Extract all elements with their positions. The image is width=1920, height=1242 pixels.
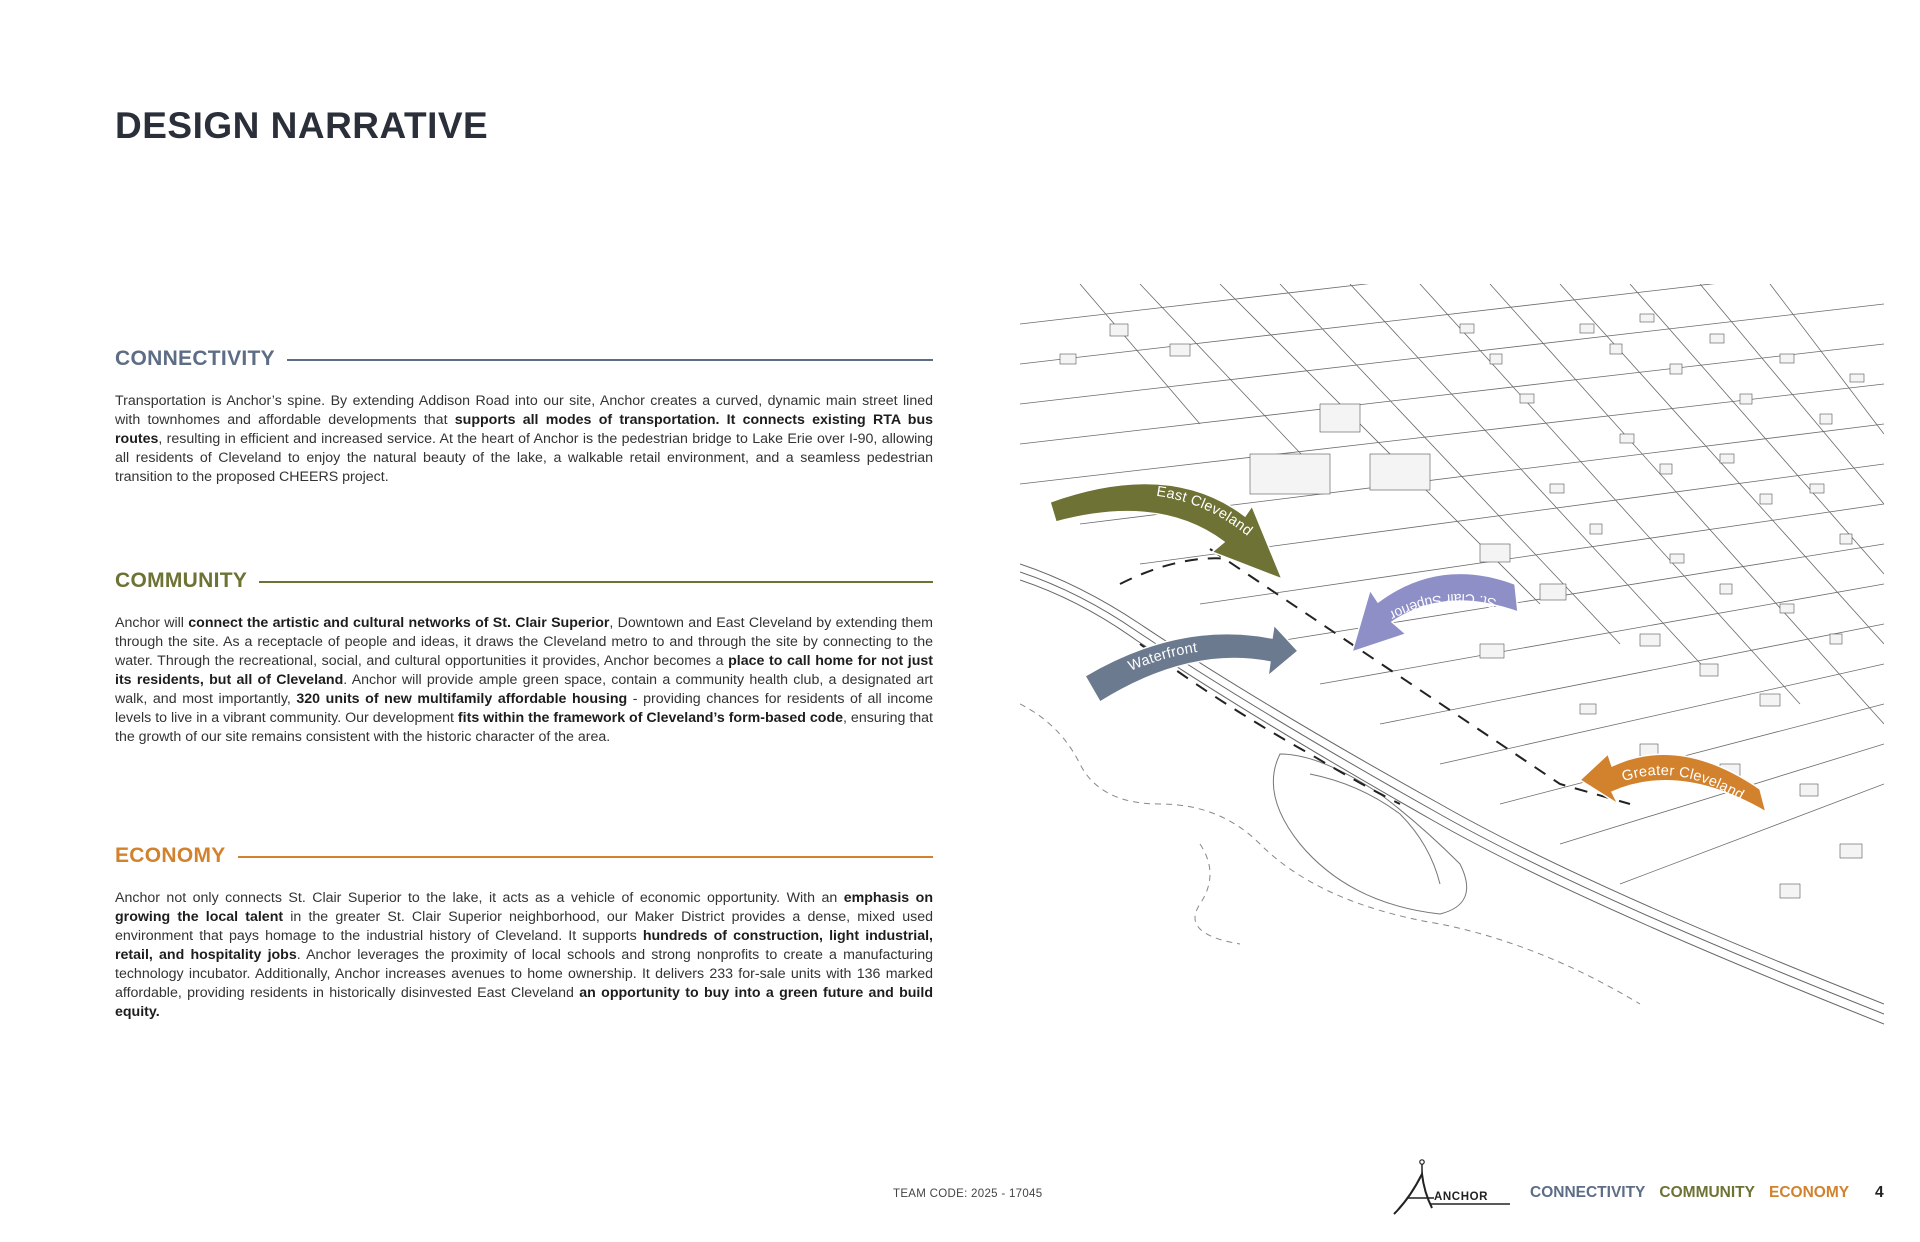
arrow-greater-cleveland [1580, 754, 1766, 812]
waterfront-park [1273, 754, 1466, 914]
shoreline [1020, 704, 1640, 1004]
text-run: , Downtown and East Cleveland by extending them through the site. As a receptacle of people and ideas, it draws the Cleveland metro to and through the site by connecting to the water. Through the recreational, social, and cultural opportunities it provides, Anchor becomes a [115, 615, 933, 669]
anchor-logo-icon [1388, 1158, 1512, 1218]
anchor-logo [1388, 1158, 1512, 1218]
text-run: Transportation is Anchor’s spine. By extending Addison Road into our site, Anchor creates a curved, dynamic main street lined with townhomes and affordable developments that [115, 393, 933, 428]
map-drawing [1020, 284, 1884, 1058]
text-run-bold: connect the artistic and cultural networks of St. Clair Superior [188, 615, 610, 631]
label-greater-cleveland: Greater Cleveland [1620, 762, 1747, 804]
text-run: . Anchor will provide ample green space, contain a community health club, a designated art walk, and most importantly, [115, 672, 933, 707]
text-run-bold: an opportunity to buy into a green future and build equity. [115, 985, 933, 1020]
connectivity-paragraph [115, 392, 933, 487]
section-divider [238, 856, 933, 858]
section-community [115, 568, 933, 747]
arrow-st-clair-superior [1352, 573, 1518, 652]
text-run: , ensuring that the growth of our site remains consistent with the historic character of the area. [115, 710, 933, 745]
text-run: , resulting in efficient and increased service. At the heart of Anchor is the pedestrian bridge to Lake Erie over I-90, allowing all residents of Cleveland to enjoy the natural beauty of the lake, a walkable retail environment, and a seamless pedestrian transition to the proposed CHEERS project. [115, 431, 933, 485]
text-run: in the greater St. Clair Superior neighborhood, our Maker District provides a dense, mixed used environment that pays homage to the industrial history of Cleveland. It supports [115, 909, 933, 944]
page-number: 4 [1875, 1184, 1884, 1201]
footer-economy: ECONOMY [1768, 1184, 1850, 1201]
text-run: - providing chances for residents of all income levels to live in a vibrant community. Our development [115, 691, 933, 726]
section-divider [259, 581, 933, 583]
section-title-connectivity: CONNECTIVITY [115, 347, 275, 370]
economy-paragraph [115, 889, 933, 1022]
label-waterfront: Waterfront [1126, 639, 1199, 675]
logo-wordmark: ANCHOR [1434, 1191, 1489, 1203]
label-st-clair-superior: St. Clair Superior [1387, 590, 1498, 625]
page-title: DESIGN NARRATIVE [115, 105, 489, 146]
section-economy [115, 843, 933, 1022]
section-header [115, 346, 933, 372]
text-run-bold: place to call home for not just its residents, but all of Cleveland [115, 653, 934, 688]
section-title-economy: ECONOMY [115, 844, 226, 867]
section-connectivity [115, 346, 933, 487]
section-divider [287, 359, 933, 361]
footer-nav [1530, 1184, 1849, 1202]
text-run: Anchor not only connects St. Clair Superior to the lake, it acts as a vehicle of economic opportunity. With an [115, 890, 844, 906]
text-run-bold: 320 units of new multifamily affordable housing [296, 691, 628, 707]
footer-community: COMMUNITY [1659, 1184, 1755, 1201]
team-code: TEAM CODE: 2025 - 17045 [893, 1188, 1043, 1200]
site-context-map [1020, 284, 1884, 1058]
text-run: Anchor will [115, 615, 189, 631]
footer-connectivity: CONNECTIVITY [1530, 1184, 1646, 1201]
community-paragraph [115, 614, 933, 747]
section-header [115, 568, 933, 594]
arrow-waterfront [1085, 625, 1298, 702]
section-title-community: COMMUNITY [115, 569, 248, 592]
text-run: . Anchor leverages the proximity of local schools and strong nonprofits to create a manufacturing technology incubator. Additionally, Anchor increases avenues to home ownership. It delivers 233 for-sale units with 136 marked affordable, providing residents in historically disinvested East Cleveland [115, 947, 933, 1001]
text-run-bold: hundreds of construction, light industrial, retail, and hospitality jobs [115, 928, 933, 963]
text-run-bold: emphasis on growing the local talent [115, 890, 933, 925]
text-run-bold: fits within the framework of Cleveland’s form-based code [457, 710, 844, 726]
text-run-bold: supports all modes of transportation. It connects existing RTA bus routes [115, 412, 934, 447]
section-header [115, 843, 933, 869]
label-east-cleveland: East Cleveland [1155, 483, 1256, 540]
